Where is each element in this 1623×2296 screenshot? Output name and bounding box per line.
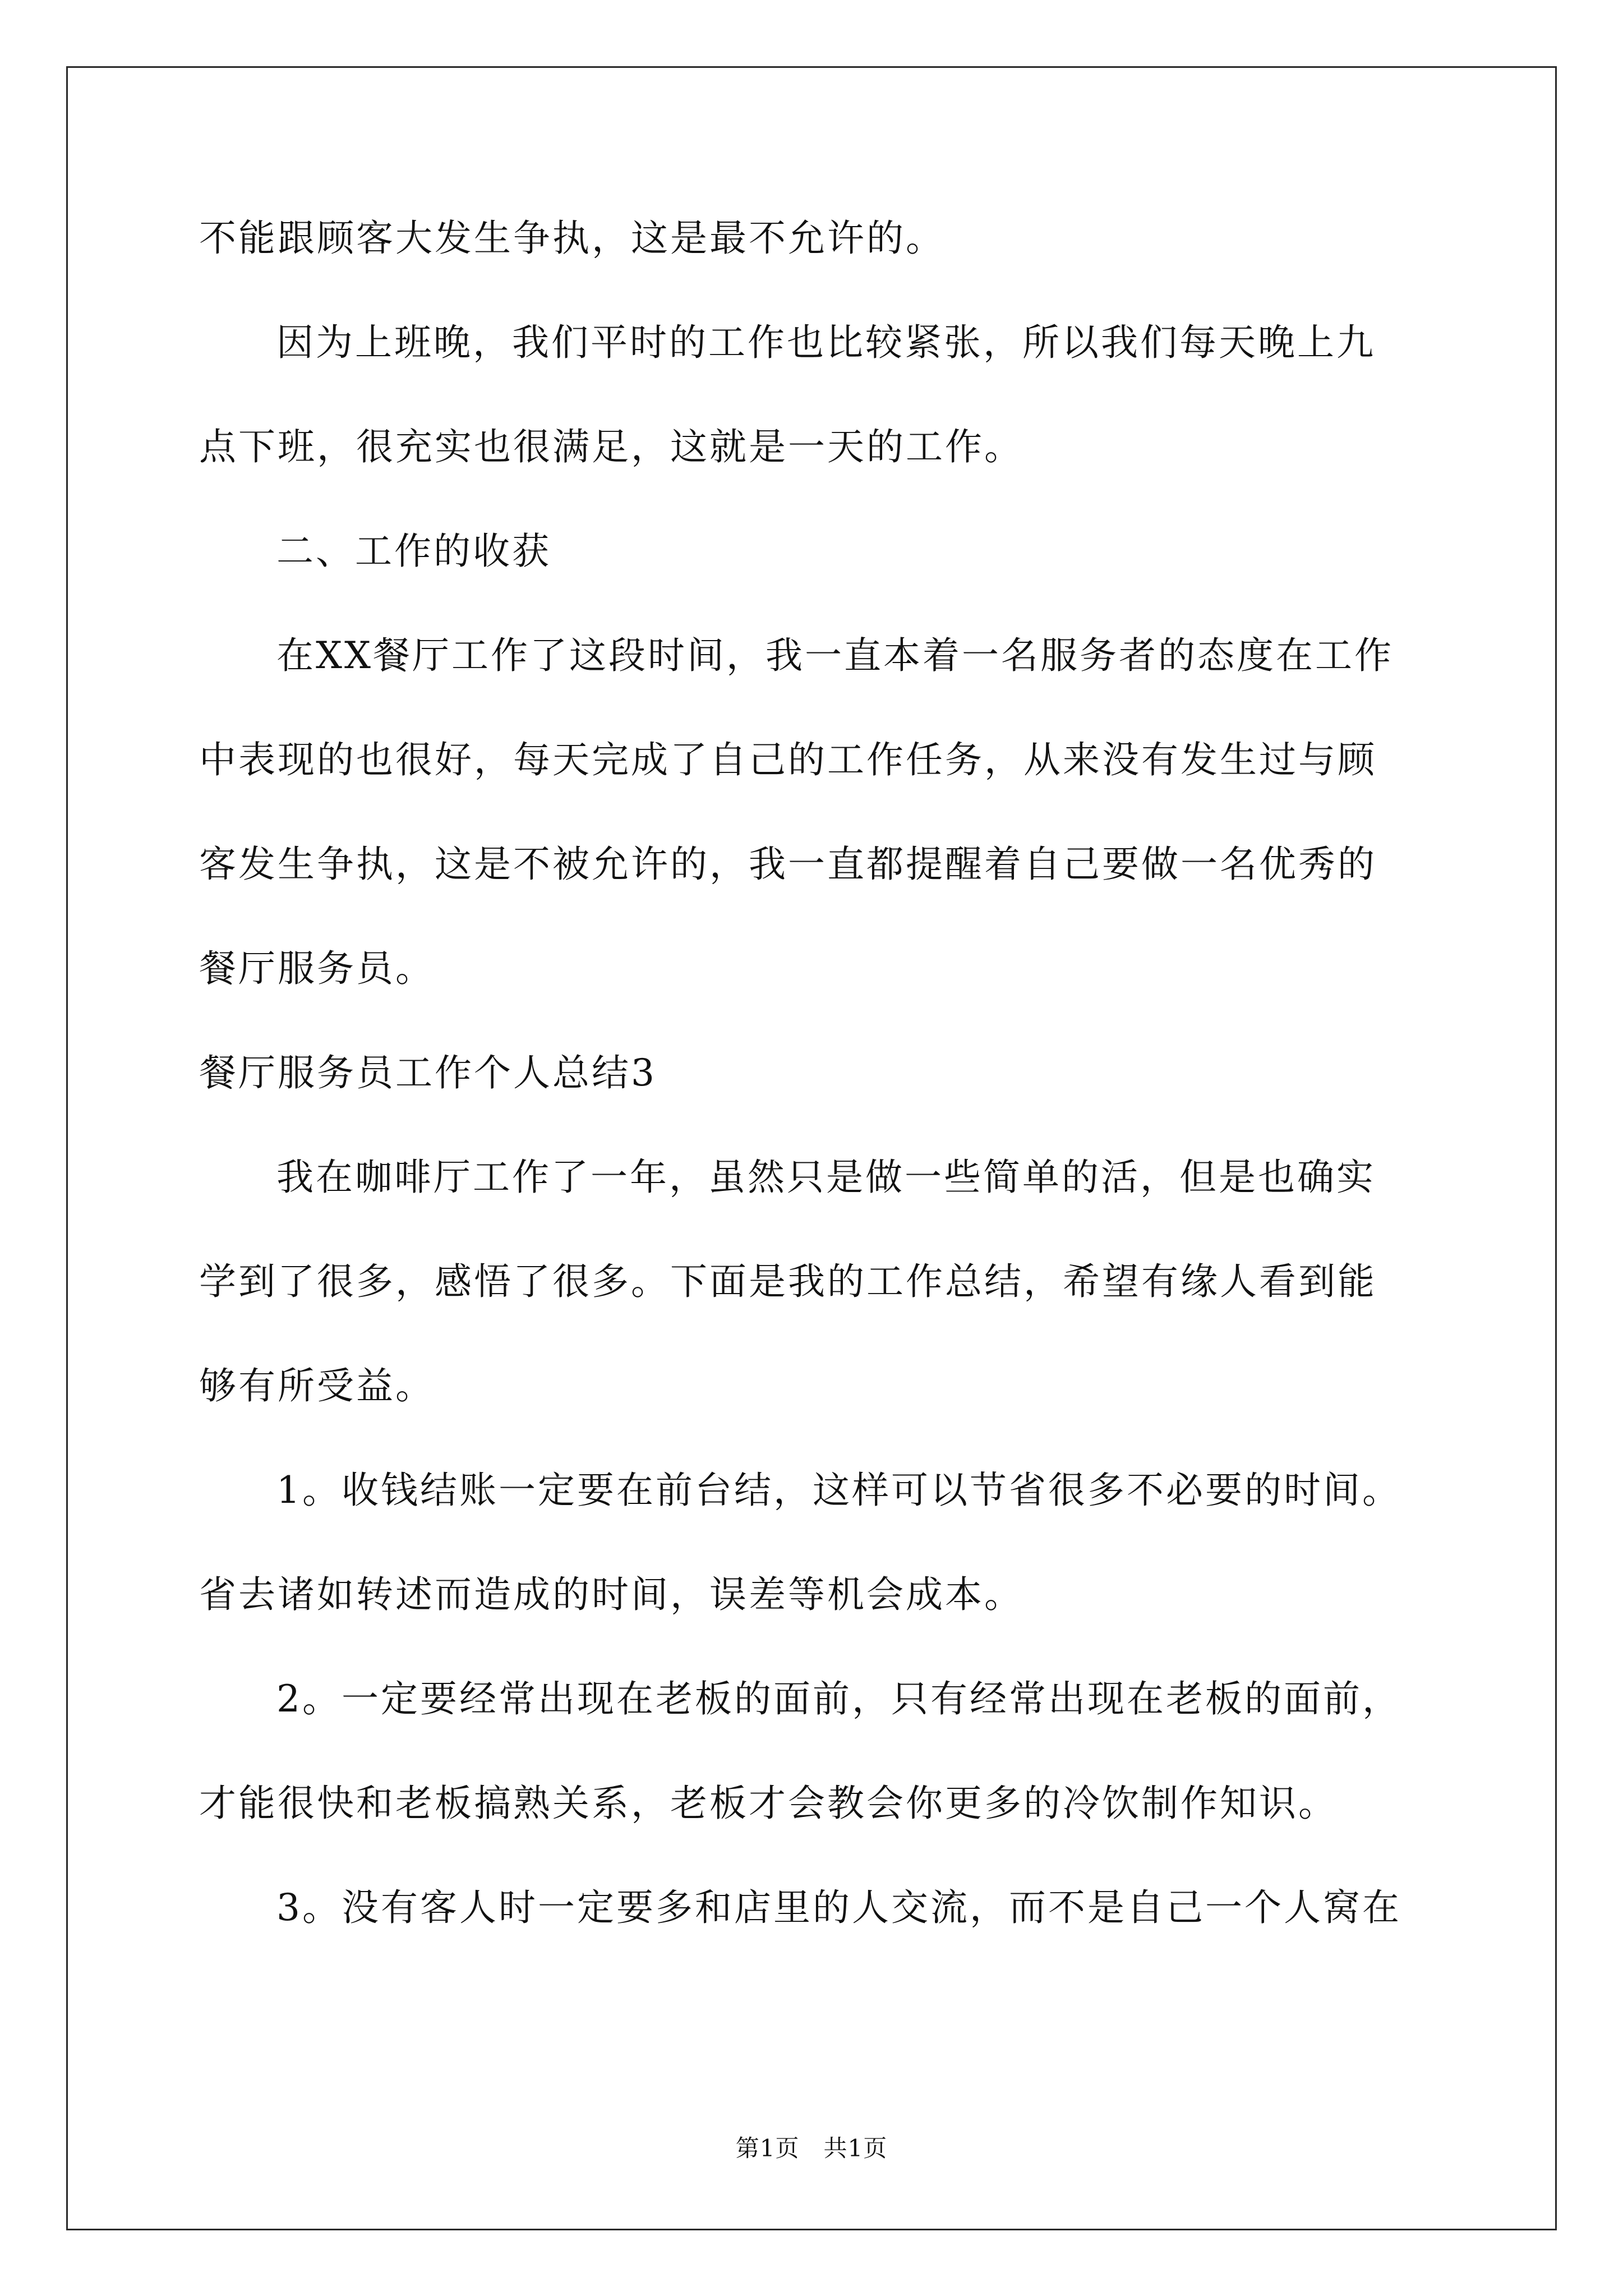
section-heading: 二、工作的收获 [276,530,551,573]
text-line: 在XX餐厅工作了这段时间，我一直本着一名服务者的态度在工作 [276,634,1394,677]
text-line: 才能很快和老板搞熟关系，老板才会教会你更多的冷饮制作知识。 [199,1782,1338,1825]
text-line: 客发生争执，这是不被允许的，我一直都提醒着自己要做一名优秀的 [199,843,1377,886]
article-title: 餐厅服务员工作个人总结3 [199,1051,657,1094]
text-line: 我在咖啡厅工作了一年，虽然只是做一些简单的活，但是也确实 [276,1156,1376,1199]
text-line: 3。没有客人时一定要多和店里的人交流，而不是自己一个人窝在 [276,1886,1401,1929]
text-line: 2。一定要经常出现在老板的面前，只有经常出现在老板的面前， [276,1677,1401,1720]
text-line: 不能跟顾客大发生争执，这是最不允许的。 [199,217,945,260]
text-line: 点下班，很充实也很满足，这就是一天的工作。 [199,425,1023,468]
text-line: 学到了很多，感悟了很多。下面是我的工作总结，希望有缘人看到能 [199,1260,1377,1303]
text-line: 餐厅服务员。 [199,947,435,990]
text-line: 够有所受益。 [199,1364,435,1407]
text-line: 省去诸如转述而造成的时间，误差等机会成本。 [199,1573,1023,1616]
text-line: 中表现的也很好，每天完成了自己的工作任务，从来没有发生过与顾 [199,738,1377,781]
text-line: 1。收钱结账一定要在前台结，这样可以节省很多不必要的时间。 [276,1469,1401,1512]
text-line: 因为上班晚，我们平时的工作也比较紧张，所以我们每天晚上九 [276,321,1376,364]
page-number-footer: 第1页 共1页 [735,2134,888,2162]
